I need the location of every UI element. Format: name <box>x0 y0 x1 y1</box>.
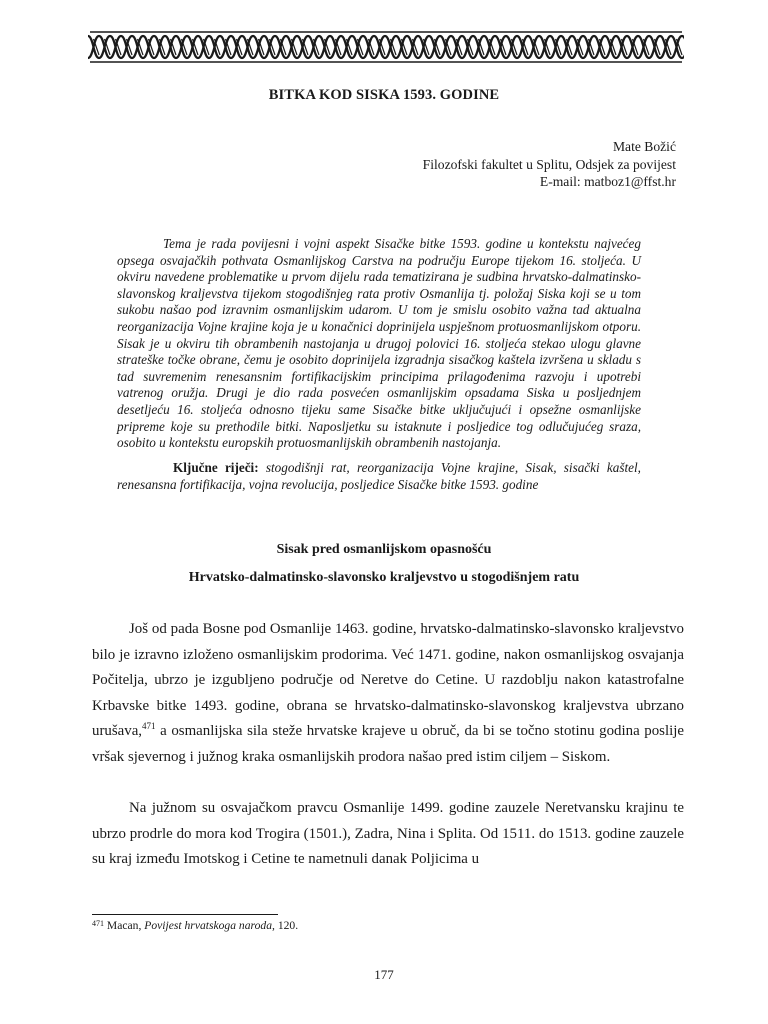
author-affiliation: Filozofski fakultet u Splitu, Odsjek za povijest <box>422 156 676 172</box>
braid-strand <box>88 36 684 58</box>
section-subheading: Hrvatsko-dalmatinsko-slavonsko kraljevstvo u stogodišnjem ratu <box>188 570 580 585</box>
keywords-separator: : <box>254 460 266 475</box>
footnote-page: 120. <box>277 919 299 932</box>
paper-title: BITKA KOD SISKA 1593. GODINE <box>268 87 500 103</box>
footnote <box>92 919 298 932</box>
footnote-number: 471 <box>92 919 104 928</box>
author-email: E-mail: matboz1@ffst.hr <box>539 174 676 189</box>
footnote-reference[interactable]: 471 <box>142 721 156 732</box>
page-number: 177 <box>374 967 394 982</box>
body-paragraph <box>92 617 684 771</box>
paragraph-text: Na južnom su osvajačkom pravcu Osmanlije 1499. godine zauzele Neretvansku krajinu te ubrzo prodrle do mora kod Trogira (1501.), Zadra, Nina i Splita. Od 1511. do 1513. godine zauzele su kraj između Imotskog i Cetine te nametnuli danak Poljicima u <box>92 800 684 868</box>
abstract <box>117 236 641 452</box>
keywords <box>117 460 641 493</box>
abstract-text: Tema je rada povijesni i vojni aspekt Sisačke bitke 1593. godine u kontekstu najvećeg opsega osvajačkih pothvata Osmanlijskog Carstva na području Europe tijekom 16. stoljeća. U okviru navedene problematike u prvom dijelu rada tematizirana je sudbina hrvatsko-dalmatinsko-slavonskog kraljevstva tijekom stogodišnjeg rata protiv Osmanlija tj. položaj Siska koji se u tom sukobu našao pod izravnim osmanlijskim udarom. U tom je smislu osobito važna tad aktualna reorganizacija Vojne krajine koja je u konačnici doprinijela uspješnom protuosmanlijskom otporu. Sisak je u okviru tih obrambenih nastojanja u drugoj polovici 16. stoljeća stekao ulogu glavne strateške točke obrane, čemu je osobito doprinijela izgradnja sisačkog kaštela izvršena u skladu s tad suvremenim renesansnim fortifikacijskim principima prilagođenima razvoju i upotrebi vatrenog oružja. Drugi je dio rada posvećen osmanlijskim opsadama Siska u posljednjem desetljeću 16. stoljeća odnosno tijeku same Sisačke bitke uključujući i opsežne osmanlijske pripreme koje su prethodile bitki. Naposljetku su istaknute i posljedice tog odlučujućeg sraza, osobito u kontekstu europskih protuosmanlijskih obrambenih nastojanja. <box>117 236 641 451</box>
author-name: Mate Božić <box>612 139 676 154</box>
author-block <box>423 138 676 191</box>
section-heading: Sisak pred osmanlijskom opasnošću <box>276 542 492 557</box>
footnote-divider <box>92 914 278 915</box>
braid-strand <box>88 36 684 58</box>
footnote-author: Macan, <box>106 919 142 932</box>
footnote-work: Povijest hrvatskoga naroda, <box>144 919 275 932</box>
paragraph-text: Još od pada Bosne pod Osmanlije 1463. godine, hrvatsko-dalmatinsko-slavonsko kraljevstvo bilo je izravno izloženo osmanlijskim prodorima. Već 1471. godine, nakon osmanlijskog osvajanja Počitelja, ubrzo je izgubljeno područje od Neretve do Cetine. U razdoblju nakon katastrofalne Krbavske bitke 1493. godine, obrana se hrvatsko-dalmatinsko-slavonskog kraljevstva ubrzano urušava, <box>92 621 684 740</box>
paragraph-text: a osmanlijska sila steže hrvatske krajeve u obruč, da bi se točno stotinu godina poslije vršak sjevernog i južnog kraka osmanlijskih prodora našao pred istim ciljem – Siskom. <box>92 723 684 765</box>
keywords-text: stogodišnji rat, reorganizacija Vojne krajine, Sisak, sisački kaštel, renesansna fortifikacija, vojna revolucija, posljedice Sisačke bitke 1593. godine <box>117 460 641 492</box>
body-paragraph <box>92 796 684 873</box>
keywords-label: Ključne riječi <box>173 460 255 475</box>
decorative-knot-border <box>88 30 684 64</box>
